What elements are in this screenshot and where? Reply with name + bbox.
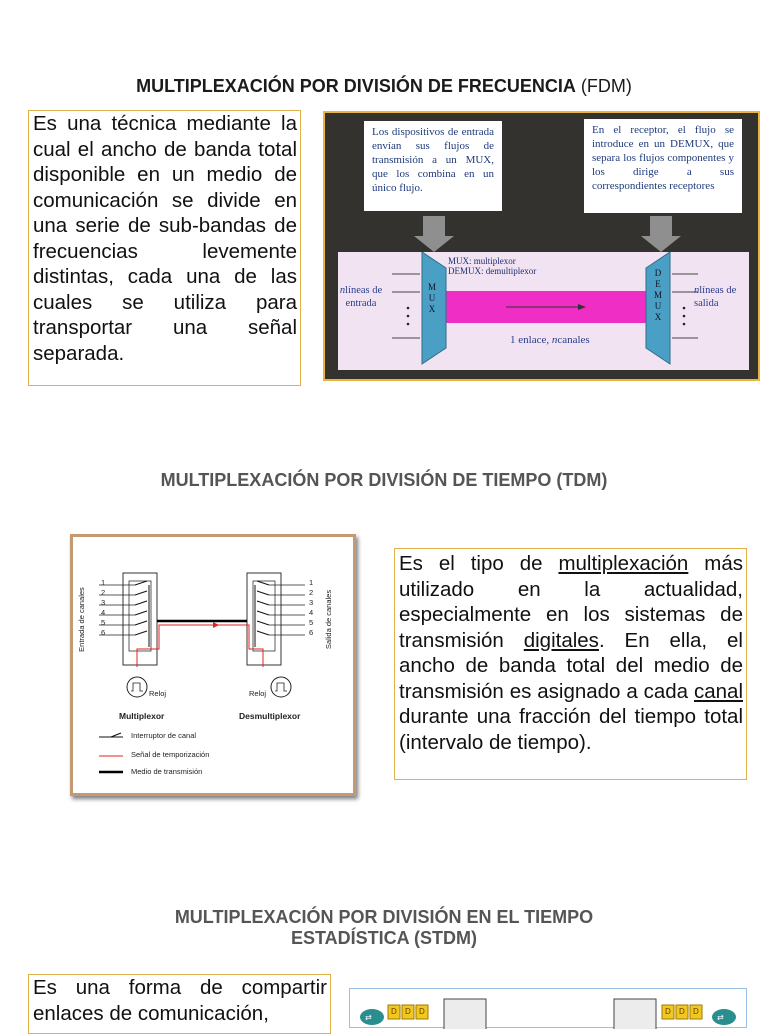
channel-number: 1	[101, 578, 106, 587]
channel-number: 5	[101, 618, 106, 627]
mux-clock-label: Reloj	[149, 689, 167, 698]
tdm-heading	[0, 470, 768, 491]
tdm-text-part: Es el tipo de	[399, 552, 559, 575]
stdm-description: Es una forma de compartir enlaces de comunicación,	[28, 974, 331, 1034]
link-label-2: canales	[557, 334, 590, 346]
fdm-diagram	[323, 111, 760, 381]
fdm-callout-input: Los dispositivos de entrada envían sus flujos de transmisión a un MUX, que los combina en un único flujo.	[364, 121, 502, 211]
link-label-n: n	[551, 334, 558, 346]
tdm-input-channel-numbers	[101, 578, 105, 638]
tdm-output-channel-numbers	[309, 578, 313, 638]
link-label-1: 1 enlace,	[510, 334, 550, 346]
stdm-heading	[0, 907, 768, 949]
fdm-heading-title: MULTIPLEXACIÓN POR DIVISIÓN DE FRECUENCIA	[136, 76, 576, 96]
output-lines-n: n	[694, 285, 700, 296]
mux-label: M U X	[427, 282, 436, 314]
channel-number: 5	[309, 618, 314, 627]
tdm-circuit-graphic	[73, 537, 353, 793]
tdm-input-axis-label: Entrada de canales	[76, 587, 86, 652]
mux-caption: Multiplexor	[119, 711, 165, 721]
demux-label: D E M U X	[653, 268, 662, 322]
demux-caption: Desmultiplexor	[239, 711, 301, 721]
svg-text:⇄: ⇄	[365, 1013, 372, 1022]
tdm-diagram	[70, 534, 356, 796]
stdm-cell-label: D	[391, 1007, 397, 1016]
svg-text:⇄: ⇄	[717, 1013, 724, 1022]
fdm-mux-demux-graphic	[338, 252, 749, 370]
fdm-signal-panel	[338, 252, 749, 370]
legend-timing: Señal de temporización	[131, 750, 210, 759]
fdm-heading	[0, 76, 768, 97]
stdm-cell-label: D	[693, 1007, 699, 1016]
multiplexacion-link[interactable]: multiplexación	[558, 552, 689, 575]
down-arrow-icon	[423, 216, 445, 236]
channel-number: 6	[101, 628, 106, 637]
canal-link[interactable]: canal	[693, 679, 743, 703]
channel-number: 3	[309, 598, 314, 607]
fdm-description: Es una técnica mediante la cual el ancho de banda total disponible en un medio de comunicación se divide en una serie de sub-bandas de frecuencias levemente distintas, cada una de las cuales se utiliza para transportar una señal separada.	[28, 110, 301, 386]
link-label	[510, 334, 590, 347]
input-lines-text-2: entrada	[345, 298, 377, 309]
output-lines-label	[694, 284, 754, 310]
tdm-description	[394, 548, 747, 780]
stdm-diagram	[349, 988, 747, 1028]
stdm-heading-line-1: MULTIPLEXACIÓN POR DIVISIÓN EN EL TIEMPO	[174, 907, 594, 927]
fdm-heading-abbr: (FDM)	[580, 76, 632, 96]
tdm-text-part: . En ella, el ancho de banda total del medio de transmisión es asignado a cada	[399, 628, 743, 703]
tdm-heading-title: MULTIPLEXACIÓN POR DIVISIÓN DE TIEMPO (TDM)	[160, 470, 608, 490]
demux-clock-label: Reloj	[249, 689, 267, 698]
tdm-output-axis-label: Salida de canales	[324, 589, 334, 650]
mux-legend-mux: MUX: multiplexor	[448, 256, 516, 266]
digitales-link[interactable]: digitales	[523, 628, 599, 652]
mux-legend	[448, 256, 536, 276]
input-lines-n: n	[339, 285, 346, 296]
channel-number: 2	[101, 588, 106, 597]
legend-medium: Medio de transmisión	[131, 767, 203, 776]
stdm-heading-line-2: ESTADÍSTICA (STDM)	[291, 928, 477, 948]
channel-number: 6	[309, 628, 314, 637]
stdm-cell-label: D	[665, 1007, 671, 1016]
tdm-text-part: más utilizado en la actualidad, especialmente en los sistemas de transmisión	[399, 552, 743, 652]
input-lines-text-1: líneas de	[345, 285, 383, 296]
output-lines-text-1: líneas de	[699, 285, 737, 296]
mux-legend-demux: DEMUX: demultiplexor	[448, 266, 537, 276]
down-arrow-icon	[650, 216, 672, 236]
channel-number: 4	[309, 608, 314, 617]
tdm-text-part: durante una fracción del tiempo total (intervalo de tiempo).	[399, 705, 743, 754]
stdm-cell-label: D	[405, 1007, 411, 1016]
channel-number: 1	[309, 578, 314, 587]
stdm-cell-label: D	[419, 1007, 425, 1016]
fdm-callout-receiver: En el receptor, el flujo se introduce en un DEMUX, que separa los flujos componentes y los dirige a sus correspondientes receptores	[584, 119, 742, 213]
channel-number: 4	[101, 608, 106, 617]
stdm-cell-label: D	[679, 1007, 685, 1016]
output-lines-text-2: salida	[694, 298, 719, 309]
input-lines-label	[326, 284, 396, 310]
legend-switch: Interruptor de canal	[131, 731, 197, 740]
channel-number: 2	[309, 588, 314, 597]
channel-number: 3	[101, 598, 106, 607]
